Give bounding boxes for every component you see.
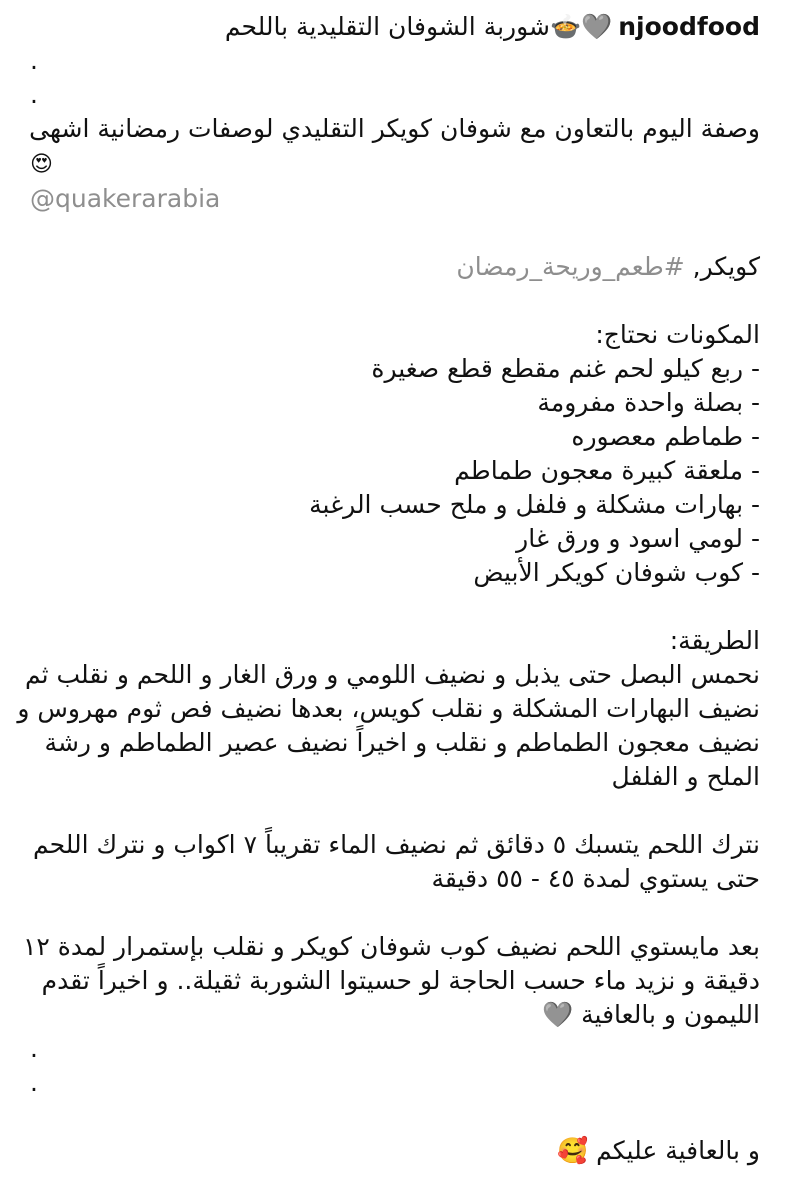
text-line: الملح و الفلفل bbox=[611, 762, 760, 791]
step-paragraph bbox=[30, 828, 760, 896]
list-item: - بصلة واحدة مفرومة bbox=[537, 388, 760, 417]
text-line: الليمون و بالعافية 🩶 bbox=[542, 1000, 760, 1029]
dot-separator: . bbox=[30, 1068, 38, 1097]
heart-eyes-icon: 😍 bbox=[30, 152, 53, 177]
post-title: 🩶🍲شوربة الشوفان التقليدية باللحم bbox=[224, 12, 613, 41]
ingredients-heading: المكونات نحتاج: bbox=[595, 320, 760, 349]
dot-separator: . bbox=[30, 46, 38, 75]
hashtags bbox=[30, 250, 760, 284]
step-paragraph bbox=[22, 930, 760, 1032]
tag-text: كويكر, bbox=[692, 252, 760, 281]
ingredients-list bbox=[30, 352, 760, 590]
mention-link[interactable]: @quakerarabia bbox=[30, 184, 221, 213]
list-item: - لومي اسود و ورق غار bbox=[516, 524, 760, 553]
text-line: نترك اللحم يتسبك ٥ دقائق ثم نضيف الماء تقريباً ٧ اكواب و نترك اللحم bbox=[32, 830, 760, 859]
dot-separator: . bbox=[30, 1034, 38, 1063]
hashtag-link[interactable]: #طعم_وريحة_رمضان bbox=[456, 252, 685, 281]
text-line: بعد مايستوي اللحم نضيف كوب شوفان كويكر و نقلب بإستمرار لمدة ١٢ bbox=[22, 932, 760, 961]
text-line: نضيف معجون الطماطم و نقلب و اخيراً نضيف عصير الطماطم و رشة bbox=[44, 728, 760, 757]
list-item: - ربع كيلو لحم غنم مقطع قطع صغيرة bbox=[371, 354, 760, 383]
list-item: - بهارات مشكلة و فلفل و ملح حسب الرغبة bbox=[309, 490, 760, 519]
text-line: حتى يستوي لمدة ٤٥ - ٥٥ دقيقة bbox=[431, 864, 760, 893]
text-line: دقيقة و نزيد ماء حسب الحاجة لو حسيتوا الشوربة ثقيلة.. و اخيراً تقدم bbox=[41, 966, 760, 995]
list-item: - ملعقة كبيرة معجون طماطم bbox=[454, 456, 760, 485]
text-line: نضيف البهارات المشكلة و نقلب كويس، بعدها نضيف فص ثوم مهروس و bbox=[17, 694, 760, 723]
closing-text: و بالعافية عليكم 🥰 bbox=[557, 1136, 760, 1165]
text-line: نحمس البصل حتى يذبل و نضيف اللومي و ورق الغار و اللحم و نقلب ثم bbox=[24, 660, 760, 689]
intro-text: وصفة اليوم بالتعاون مع شوفان كويكر التقليدي لوصفات رمضانية اشهى bbox=[29, 114, 760, 143]
list-item: - طماطم معصوره bbox=[571, 422, 760, 451]
dot-separator: . bbox=[30, 80, 38, 109]
list-item: - كوب شوفان كويكر الأبيض bbox=[473, 558, 760, 587]
method-paragraph bbox=[17, 658, 760, 794]
method-heading: الطريقة: bbox=[669, 626, 760, 655]
username-link[interactable]: njoodfood bbox=[618, 12, 760, 41]
caption-header bbox=[30, 10, 760, 44]
